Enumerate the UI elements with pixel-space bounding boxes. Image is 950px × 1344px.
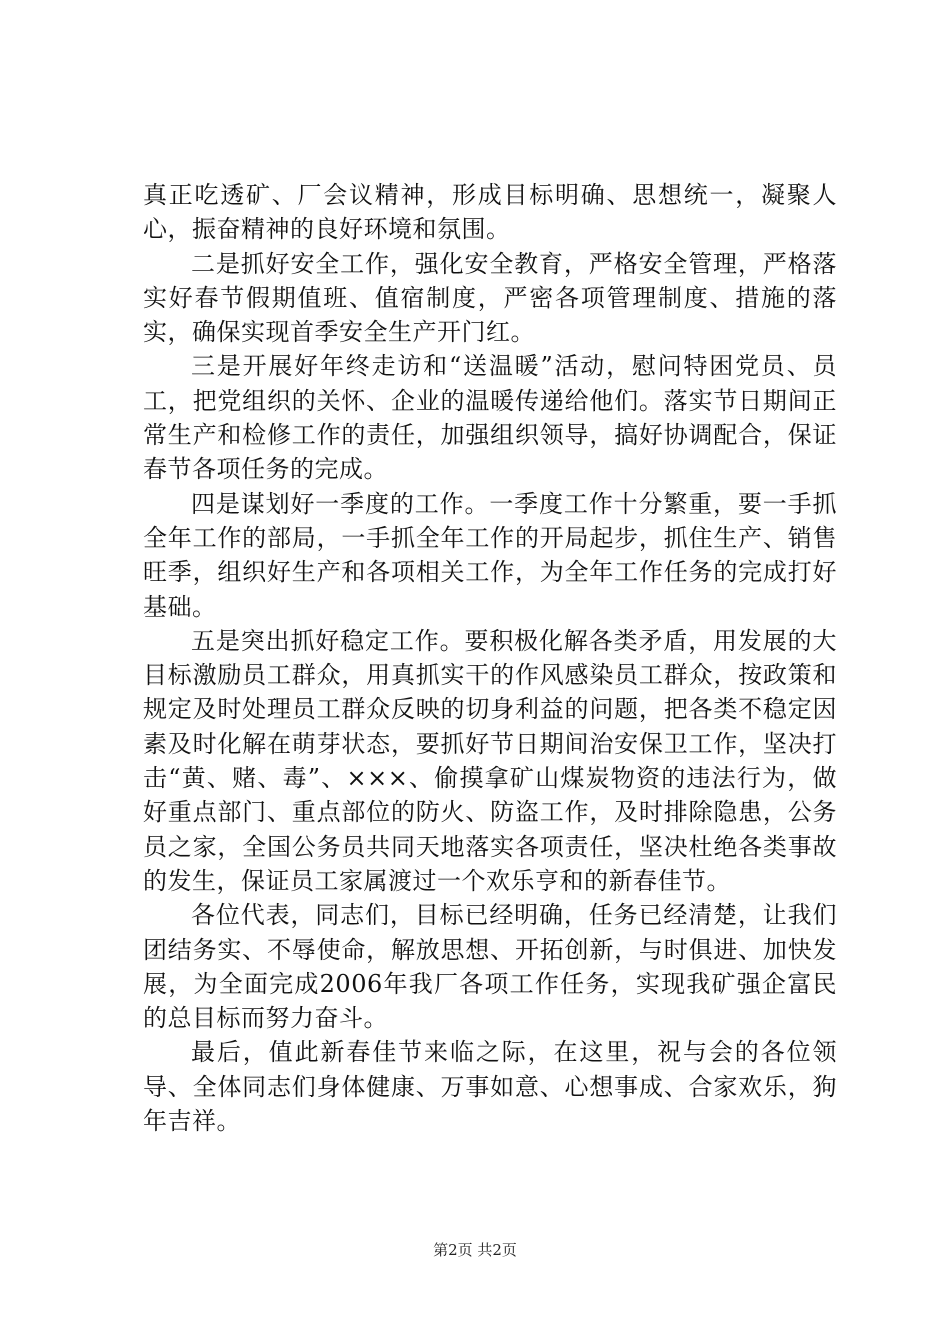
paragraph-warmth-visits: 三是开展好年终走访和“送温暖”活动，慰问特困党员、员工，把党组织的关怀、企业的温暖传递给他们。落实节日期间正常生产和检修工作的责任，加强组织领导，搞好协调配合，保证春节各项任务的完成。 — [143, 352, 837, 484]
paragraph-closing-wishes: 最后，值此新春佳节来临之际，在这里，祝与会的各位领导、全体同志们身体健康、万事如意、心想事成、合家欢乐，狗年吉祥。 — [143, 1038, 837, 1136]
paragraph-first-quarter: 四是谋划好一季度的工作。一季度工作十分繁重，要一手抓全年工作的部局，一手抓全年工作的开局起步，抓住生产、销售旺季，组织好生产和各项相关工作，为全年工作任务的完成打好基础。 — [143, 489, 837, 621]
paragraph-stability-work: 五是突出抓好稳定工作。要积极化解各类矛盾，用发展的大目标激励员工群众，用真抓实干的作风感染员工群众，按政策和规定及时处理员工群众反映的切身利益的问题，把各类不稳定因素及时化解在萌芽状态，要抓好节日期间治安保卫工作，坚决打击“黄、赌、毒”、×××、偷摸拿矿山煤炭物资的违法行为，做好重点部门、重点部位的防火、防盗工作，及时排除隐患，公务员之家，全国公务员共同天地落实各项责任，坚决杜绝各类事故的发生，保证员工家属渡过一个欢乐亨和的新春佳节。 — [143, 626, 837, 895]
page-number-footer: 第2页 共2页 — [433, 1241, 517, 1259]
paragraph-continuation: 真正吃透矿、厂会议精神，形成目标明确、思想统一，凝聚人心，振奋精神的良好环境和氛围。 — [143, 181, 837, 244]
paragraph-safety-work: 二是抓好安全工作，强化安全教育，严格安全管理，严格落实好春节假期值班、值宿制度，严密各项管理制度、措施的落实，确保实现首季安全生产开门红。 — [143, 249, 837, 347]
document-body — [143, 178, 837, 1138]
paragraph-call-to-action: 各位代表，同志们，目标已经明确，任务已经清楚，让我们团结务实、不辱使命，解放思想、开拓创新，与时俱进、加快发展，为全面完成2006年我厂各项工作任务，实现我矿强企富民的总目标而努力奋斗。 — [143, 901, 837, 1033]
